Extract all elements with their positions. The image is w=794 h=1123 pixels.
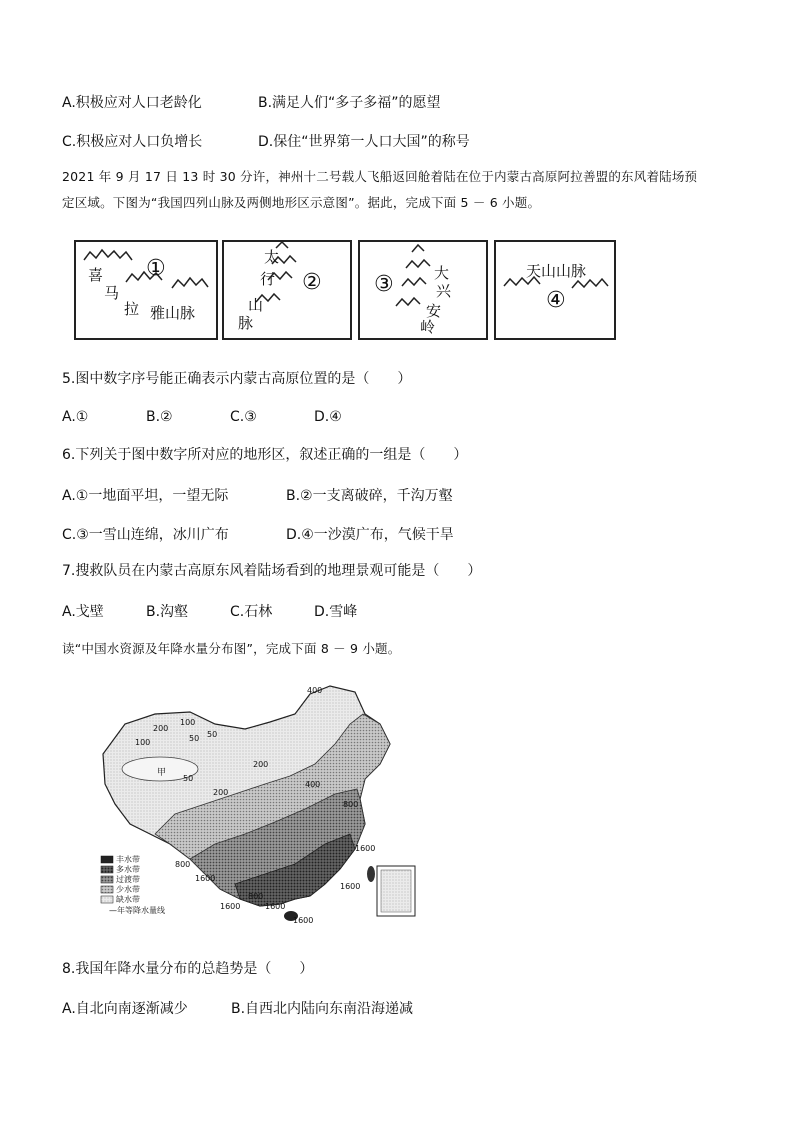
mountain-box-2: [222, 240, 352, 340]
q4-option-d: D.保住“世界第一人口大国”的称号: [258, 134, 470, 150]
box1-number: ①: [146, 256, 166, 281]
isoline-label: 1600: [220, 902, 241, 911]
q8-option-b: B.自西北内陆向东南沿海递减: [231, 1001, 414, 1017]
q4-option-c: C.积极应对人口负增长: [62, 134, 203, 150]
box1-label-ma: 马: [104, 284, 120, 302]
box4-number: ④: [546, 288, 566, 313]
mountain-box-1: [74, 240, 218, 340]
isoline-label: 800: [343, 800, 359, 809]
legend-deficient: 缺水带: [116, 895, 140, 904]
isoline-label: 50: [189, 734, 200, 743]
isoline-label: 800: [175, 860, 191, 869]
isoline-label: 200: [213, 788, 229, 797]
box3-label-da: 大: [434, 264, 450, 282]
box3-label-xing: 兴: [436, 282, 452, 300]
intro-8-9: 读“中国水资源及年降水量分布图”，完成下面 8 － 9 小题。: [62, 641, 401, 656]
box3-label-ling: 岭: [420, 318, 436, 336]
q6-option-d: D.④一沙漠广布，气候干旱: [286, 527, 454, 543]
isoline-label: 800: [248, 892, 264, 901]
legend-abundant: 丰水带: [116, 855, 140, 864]
box2-label-mai: 脉: [238, 314, 254, 332]
intro-5-6-line2: 定区域。下图为“我国四列山脉及两侧地形区示意图”。据此，完成下面 5 － 6 小题。: [62, 195, 541, 210]
box1-label-xi: 喜: [88, 266, 104, 284]
q7-option-d: D.雪峰: [314, 604, 358, 620]
q4-option-a: A.积极应对人口老龄化: [62, 95, 202, 111]
box4-label: 天山山脉: [526, 262, 587, 280]
q5-option-c: C.③: [230, 409, 257, 425]
q4-option-b: B.满足人们“多子多福”的愿望: [258, 95, 441, 111]
q7-option-b: B.沟壑: [146, 604, 189, 620]
q7-option-c: C.石林: [230, 604, 273, 620]
q7-stem: 7.搜救队员在内蒙古高原东风着陆场看到的地理景观可能是（ ）: [62, 563, 482, 579]
legend-rich: 多水带: [116, 865, 140, 874]
isoline-label: 200: [153, 724, 169, 733]
isoline-label: 1600: [355, 844, 376, 853]
q6-stem: 6.下列关于图中数字所对应的地形区，叙述正确的一组是（ ）: [62, 447, 468, 463]
isoline-label: 400: [307, 686, 323, 695]
china-map-graphic: [95, 684, 430, 926]
isoline-label: 100: [180, 718, 196, 727]
isoline-label: 1600: [340, 882, 361, 891]
isoline-label: 1600: [293, 916, 314, 925]
q7-option-a: A.戈壁: [62, 604, 104, 620]
box3-label-an: 安: [426, 302, 442, 320]
box2-number: ②: [302, 270, 322, 295]
legend-transition: 过渡带: [116, 875, 140, 884]
q6-option-b: B.②一支离破碎，千沟万壑: [286, 488, 453, 504]
isoline-label: 400: [305, 780, 321, 789]
isoline-label: 1600: [195, 874, 216, 883]
isoline-label: 200: [253, 760, 269, 769]
isoline-label: 50: [207, 730, 218, 739]
isoline-label: 100: [135, 738, 151, 747]
box1-label-ya: 雅山脉: [150, 304, 196, 322]
q5-stem: 5.图中数字序号能正确表示内蒙古高原位置的是（ ）: [62, 371, 412, 387]
q8-option-a: A.自北向南逐渐减少: [62, 1001, 188, 1017]
legend-scarce: 少水带: [116, 885, 140, 894]
q5-option-d: D.④: [314, 409, 342, 425]
box3-number: ③: [374, 272, 394, 297]
mountain-box-3: [358, 240, 488, 340]
box2-label-shan: 山: [248, 296, 264, 314]
box2-label-hang: 行: [260, 270, 276, 288]
box1-label-la: 拉: [124, 300, 140, 318]
isoline-label: 50: [183, 774, 194, 783]
q5-option-a: A.①: [62, 409, 89, 425]
box2-label-tai: 太: [264, 248, 280, 266]
intro-5-6-line1: 2021 年 9 月 17 日 13 时 30 分许，神州十二号载人飞船返回舱着陆在位于内蒙古高原阿拉善盟的东风着陆场预: [62, 169, 698, 184]
q6-option-a: A.①一地面平坦，一望无际: [62, 488, 229, 504]
mountain-box-4: [494, 240, 616, 340]
region-jia-label: 甲: [157, 768, 167, 778]
q6-option-c: C.③一雪山连绵，冰川广布: [62, 527, 229, 543]
legend-isoline: —年等降水量线: [109, 906, 165, 915]
q8-stem: 8.我国年降水量分布的总趋势是（ ）: [62, 961, 314, 977]
china-precipitation-map: [95, 684, 430, 926]
isoline-label: 1600: [265, 902, 286, 911]
q5-option-b: B.②: [146, 409, 173, 425]
